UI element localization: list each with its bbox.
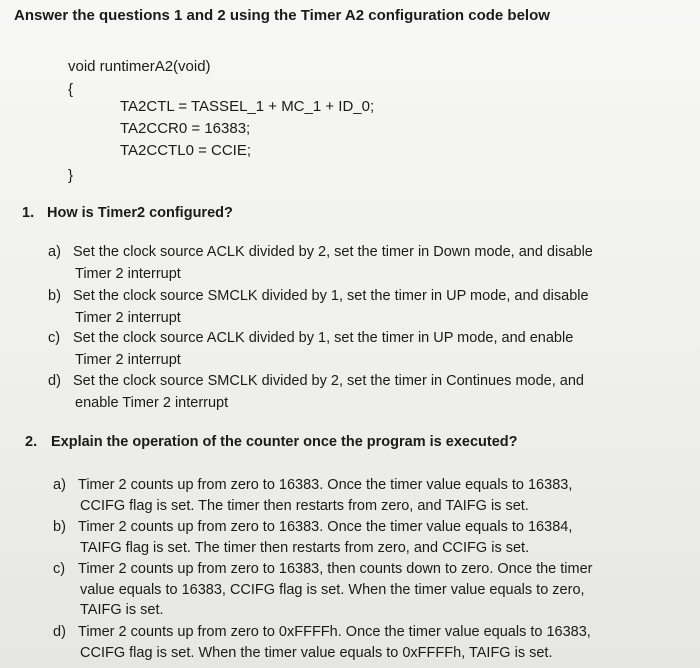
code-line: TA2CCTL0 = CCIE; — [120, 142, 252, 159]
option-text: value equals to 16383, CCIFG flag is set. When the timer value equals to zero, — [80, 582, 585, 598]
question-1-title: How is Timer2 configured? — [47, 205, 233, 221]
option-letter: a) — [48, 244, 61, 260]
option-text: CCIFG flag is set. When the timer value equals to 0xFFFFh, TAIFG is set. — [80, 645, 553, 661]
option-text: Timer 2 counts up from zero to 16383. Once the timer value equals to 16384, — [78, 519, 573, 535]
option-text: Timer 2 counts up from zero to 0xFFFFh. Once the timer value equals to 16383, — [78, 624, 591, 640]
question-1-number: 1. — [22, 205, 35, 221]
option-letter: b) — [48, 288, 61, 304]
instruction-heading: Answer the questions 1 and 2 using the Timer A2 configuration code below — [14, 7, 550, 24]
code-line: TA2CCR0 = 16383; — [120, 120, 251, 137]
option-text: Timer 2 counts up from zero to 16383. Once the timer value equals to 16383, — [78, 477, 573, 493]
option-letter: b) — [53, 519, 66, 535]
code-signature: void runtimerA2(void) — [68, 58, 211, 75]
option-letter: d) — [48, 373, 61, 389]
option-letter: a) — [53, 477, 66, 493]
code-line: TA2CTL = TASSEL_1 + MC_1 + ID_0; — [120, 98, 375, 115]
code-open-brace: { — [68, 81, 74, 98]
question-2-number: 2. — [25, 434, 38, 450]
option-text: Set the clock source ACLK divided by 2, set the timer in Down mode, and disable — [73, 244, 593, 260]
option-text: Set the clock source ACLK divided by 1, set the timer in UP mode, and enable — [73, 330, 574, 346]
option-letter: c) — [48, 330, 61, 346]
option-text: Set the clock source SMCLK divided by 2, set the timer in Continues mode, and — [73, 373, 584, 389]
option-text: enable Timer 2 interrupt — [75, 395, 229, 411]
option-letter: d) — [53, 624, 66, 640]
option-text: Timer 2 interrupt — [75, 266, 181, 282]
option-text: Set the clock source SMCLK divided by 1, set the timer in UP mode, and disable — [73, 288, 589, 304]
option-text: CCIFG flag is set. The timer then restarts from zero, and TAIFG is set. — [80, 498, 529, 514]
option-text: Timer 2 interrupt — [75, 310, 181, 326]
option-text: TAIFG is set. — [80, 602, 164, 618]
option-text: Timer 2 interrupt — [75, 352, 181, 368]
code-close-brace: } — [68, 167, 74, 184]
option-letter: c) — [53, 561, 66, 577]
option-text: Timer 2 counts up from zero to 16383, then counts down to zero. Once the timer — [78, 561, 593, 577]
option-text: TAIFG flag is set. The timer then restarts from zero, and CCIFG is set. — [80, 540, 530, 556]
question-2-title: Explain the operation of the counter once the program is executed? — [51, 434, 518, 450]
